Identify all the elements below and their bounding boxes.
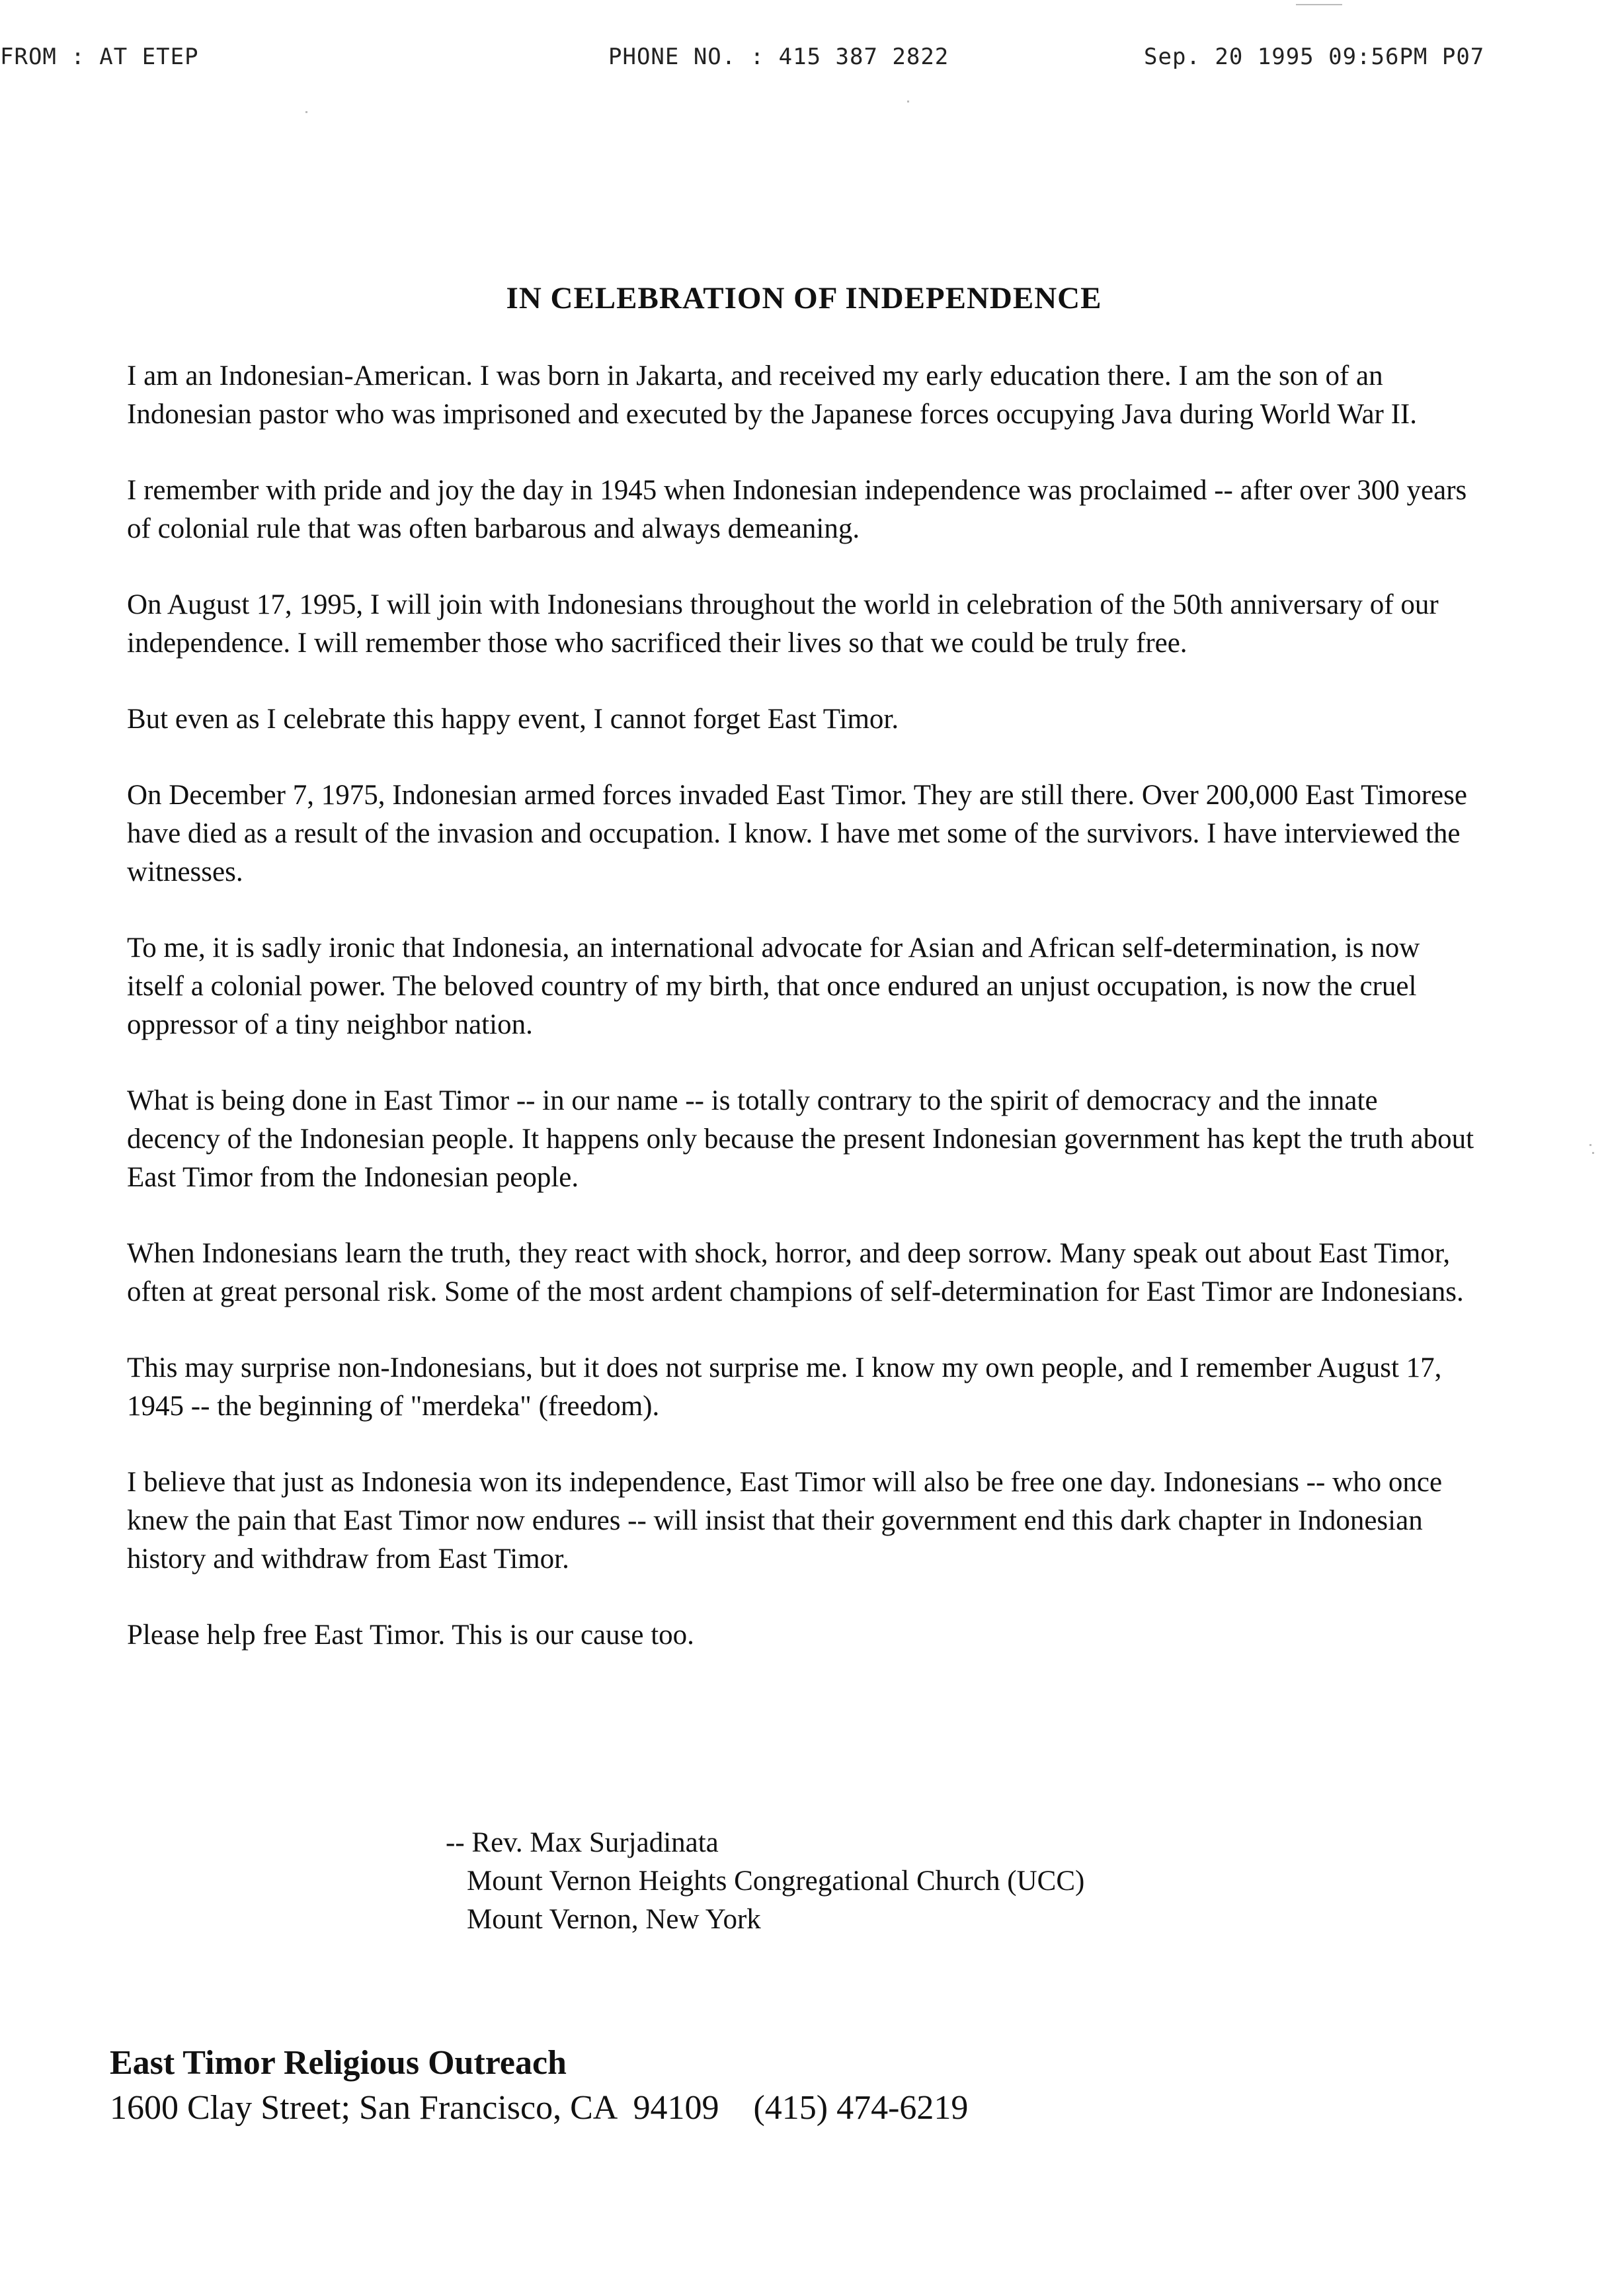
paragraph-3: On August 17, 1995, I will join with Indonesians throughout the world in celebration of the 50th anniversary of our independence. I will remember those who sacrificed their lives so that we could be truly free. xyxy=(127,589,1439,659)
fax-phone: PHONE NO. : 415 387 2822 xyxy=(608,44,949,70)
signature-name: -- Rev. Max Surjadinata xyxy=(446,1827,719,1858)
scan-speck xyxy=(907,101,909,102)
paragraph-9: This may surprise non-Indonesians, but it does not surprise me. I know my own people, and I remember August 17, 1945 -- the beginning of "merdeka" (freedom). xyxy=(127,1352,1442,1422)
paragraph-1: I am an Indonesian-American. I was born in Jakarta, and received my early education there. I am the son of an Indonesian pastor who was imprisoned and executed by the Japanese forces occupying Java during World War II. xyxy=(127,360,1417,430)
paragraph-11: Please help free East Timor. This is our cause too. xyxy=(127,1620,694,1651)
paragraph-4: But even as I celebrate this happy event, I cannot forget East Timor. xyxy=(127,704,899,735)
paragraph-10: I believe that just as Indonesia won its independence, East Timor will also be free one day. Indonesians -- who once knew the pain that East Timor now endures -- will insist that their government end this dark chapter in Indonesian history and withdraw from East Timor. xyxy=(127,1467,1443,1575)
fax-header xyxy=(0,44,1608,83)
organization-footer xyxy=(110,2041,968,2131)
paragraph-7: What is being done in East Timor -- in our name -- is totally contrary to the spirit of democracy and the innate decency of the Indonesian people. It happens only because the present Indonesian government has kept the truth about East Timor from the Indonesian people. xyxy=(127,1085,1474,1193)
signature-block xyxy=(446,1824,1084,1939)
signature-location: Mount Vernon, New York xyxy=(467,1904,761,1935)
scan-speck xyxy=(305,111,307,113)
organization-name: East Timor Religious Outreach xyxy=(110,2044,567,2082)
document-title: IN CELEBRATION OF INDEPENDENCE xyxy=(506,281,1102,315)
organization-address: 1600 Clay Street; San Francisco, CA 94109 (415) 474-6219 xyxy=(110,2089,969,2127)
paragraph-5: On December 7, 1975, Indonesian armed forces invaded East Timor. They are still there. Over 200,000 East Timorese have died as a result of the invasion and occupation. I know. I have met some of the survivors. I have interviewed the witnesses. xyxy=(127,780,1467,887)
scan-speck xyxy=(1592,1152,1594,1154)
paragraph-2: I remember with pride and joy the day in 1945 when Indonesian independence was proclaimed -- after over 300 years of colonial rule that was often barbarous and always demeaning. xyxy=(127,475,1467,544)
scan-speck xyxy=(1296,4,1342,5)
letter-body xyxy=(127,357,1476,1692)
fax-from: FROM : AT ETEP xyxy=(0,44,199,70)
fax-date: Sep. 20 1995 09:56PM P07 xyxy=(1144,44,1485,70)
paragraph-6: To me, it is sadly ironic that Indonesia, an international advocate for Asian and African self-determination, is now itself a colonial power. The beloved country of my birth, that once endured an unjust occupation, is now the cruel oppressor of a tiny neighbor nation. xyxy=(127,932,1420,1040)
scan-speck xyxy=(1589,1144,1591,1146)
signature-church: Mount Vernon Heights Congregational Church (UCC) xyxy=(467,1866,1085,1897)
paragraph-8: When Indonesians learn the truth, they react with shock, horror, and deep sorrow. Many speak out about East Timor, often at great personal risk. Some of the most ardent champions of self-determination for East Timor are Indonesians. xyxy=(127,1238,1464,1307)
